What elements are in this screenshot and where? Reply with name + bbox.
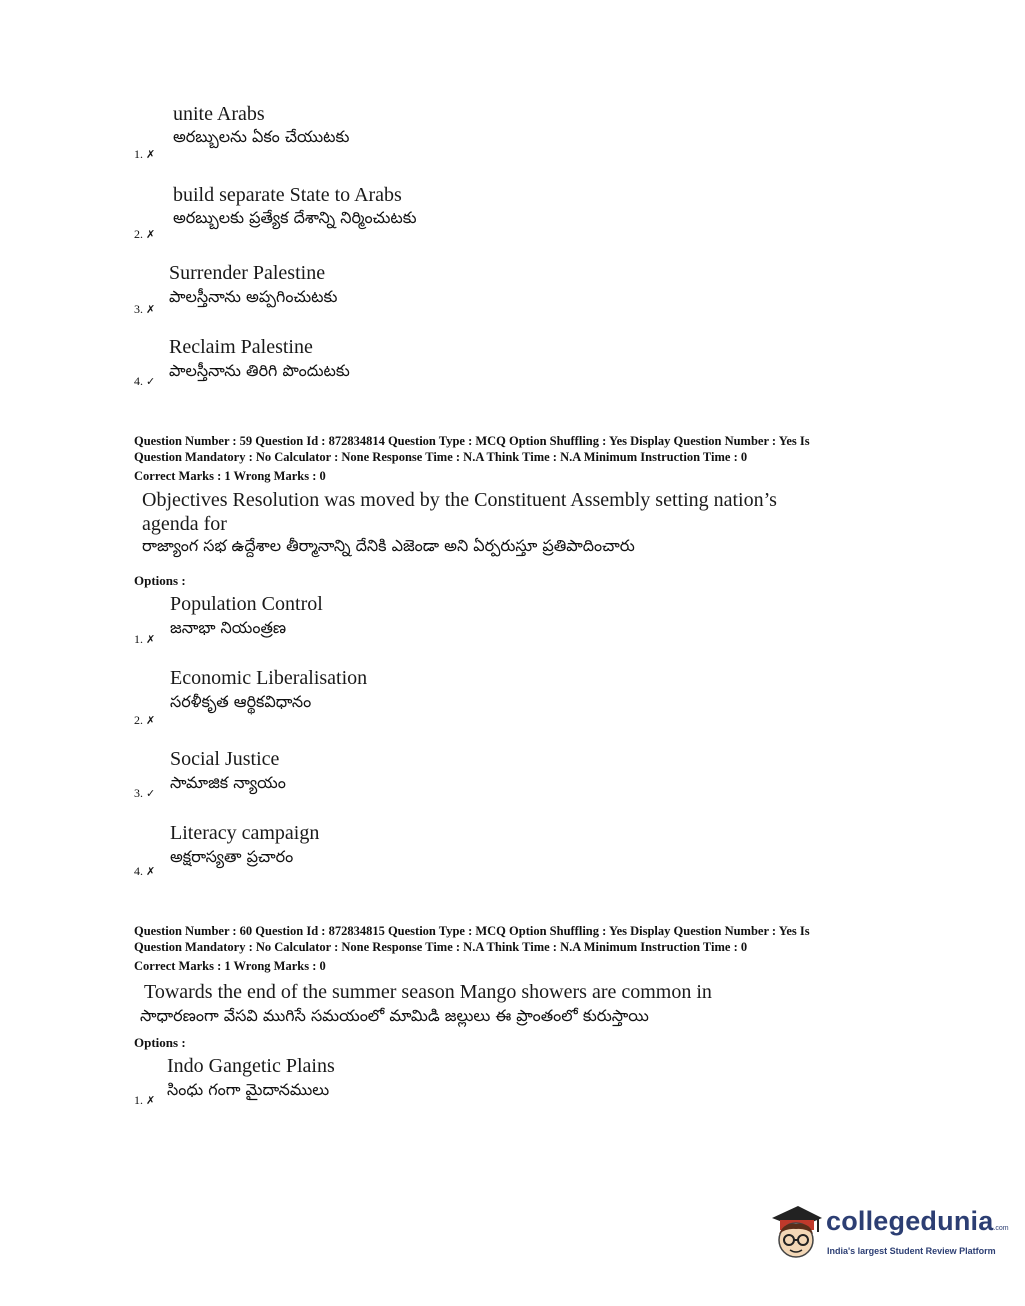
correct-check-icon: ✓ <box>146 375 156 388</box>
option-text-en: Economic Liberalisation <box>170 667 368 689</box>
option-text-en: Social Justice <box>170 748 280 770</box>
option-text-te: పాలస్తీనాను తిరిగి పొందుటకు <box>169 361 350 380</box>
question-meta-line-1: Question Number : 60 Question Id : 872834815 Question Type : MCQ Option Shuffling : Yes Display Question Number : Yes Is <box>134 924 810 938</box>
option-number: 2. <box>134 713 143 727</box>
wrong-mark-icon: ✗ <box>146 865 156 878</box>
option-text-te: జనాభా నియంత్రణ <box>170 618 287 637</box>
option-text-te: అరబ్బులను ఏకం చేయుటకు <box>173 127 350 146</box>
option-text-te: పాలస్తీనాను అప్పగించుటకు <box>169 287 338 306</box>
option-number: 2. <box>134 227 143 241</box>
wrong-mark-icon: ✗ <box>146 303 156 316</box>
options-label: Options : <box>134 573 186 588</box>
logo-suffix: .com <box>993 1225 1009 1232</box>
mascot-logo-icon <box>766 1202 824 1266</box>
question-meta-line-3: Correct Marks : 1 Wrong Marks : 0 <box>134 959 326 973</box>
wrong-mark-icon: ✗ <box>146 148 156 161</box>
option-text-en: unite Arabs <box>173 103 265 125</box>
option-number: 4. <box>134 864 143 878</box>
options-label: Options : <box>134 1035 186 1050</box>
option-number: 3. <box>134 786 143 800</box>
option-number: 3. <box>134 302 143 316</box>
option-text-te: అరబ్బులకు ప్రత్యేక దేశాన్ని నిర్మించుటకు <box>173 208 417 227</box>
collegedunia-logo <box>766 1198 1009 1270</box>
option-number: 4. <box>134 374 143 388</box>
option-number: 1. <box>134 1093 143 1107</box>
option-text-te: సామాజిక న్యాయం <box>170 773 286 792</box>
wrong-mark-icon: ✗ <box>146 633 156 646</box>
question-text-te: రాజ్యాంగ సభ ఉద్దేశాల తీర్మానాన్ని దేనికి ఎజెండా అని ఏర్పరుస్తూ ప్రతిపాదించారు <box>142 536 635 555</box>
wrong-mark-icon: ✗ <box>146 1094 156 1107</box>
logo-tagline: India's largest Student Review Platform <box>827 1246 996 1256</box>
option-text-en: Literacy campaign <box>170 822 320 844</box>
option-number: 1. <box>134 147 143 161</box>
question-meta-line-3: Correct Marks : 1 Wrong Marks : 0 <box>134 469 326 483</box>
question-text-en-cont: agenda for <box>142 513 227 535</box>
option-text-en: Surrender Palestine <box>169 262 326 284</box>
wrong-mark-icon: ✗ <box>146 714 156 727</box>
option-text-en: Indo Gangetic Plains <box>167 1055 335 1077</box>
question-meta-line-2: Question Mandatory : No Calculator : None Response Time : N.A Think Time : N.A Minimum Instruction Time : 0 <box>134 940 748 954</box>
question-text-te: సాధారణంగా వేసవి ముగిసే సమయంలో మామిడి జల్లులు ఈ ప్రాంతంలో కురుస్తాయి <box>140 1006 649 1025</box>
option-text-te: సింధు గంగా మైదానములు <box>167 1080 330 1099</box>
question-meta-line-1: Question Number : 59 Question Id : 872834814 Question Type : MCQ Option Shuffling : Yes Display Question Number : Yes Is <box>134 434 810 448</box>
question-text-en: Objectives Resolution was moved by the Constituent Assembly setting nation’s <box>142 489 777 511</box>
option-text-en: build separate State to Arabs <box>173 184 402 206</box>
logo-wordmark: collegedunia <box>826 1206 994 1236</box>
question-meta-line-2: Question Mandatory : No Calculator : None Response Time : N.A Think Time : N.A Minimum Instruction Time : 0 <box>134 450 748 464</box>
correct-check-icon: ✓ <box>146 787 156 800</box>
option-text-te: సరళీకృత ఆర్థికవిధానం <box>170 692 312 711</box>
question-text-en: Towards the end of the summer season Mango showers are common in <box>144 981 712 1003</box>
wrong-mark-icon: ✗ <box>146 228 156 241</box>
option-text-te: అక్షరాస్యతా ప్రచారం <box>170 847 294 866</box>
option-number: 1. <box>134 632 143 646</box>
option-text-en: Reclaim Palestine <box>169 336 313 358</box>
option-text-en: Population Control <box>170 593 323 615</box>
